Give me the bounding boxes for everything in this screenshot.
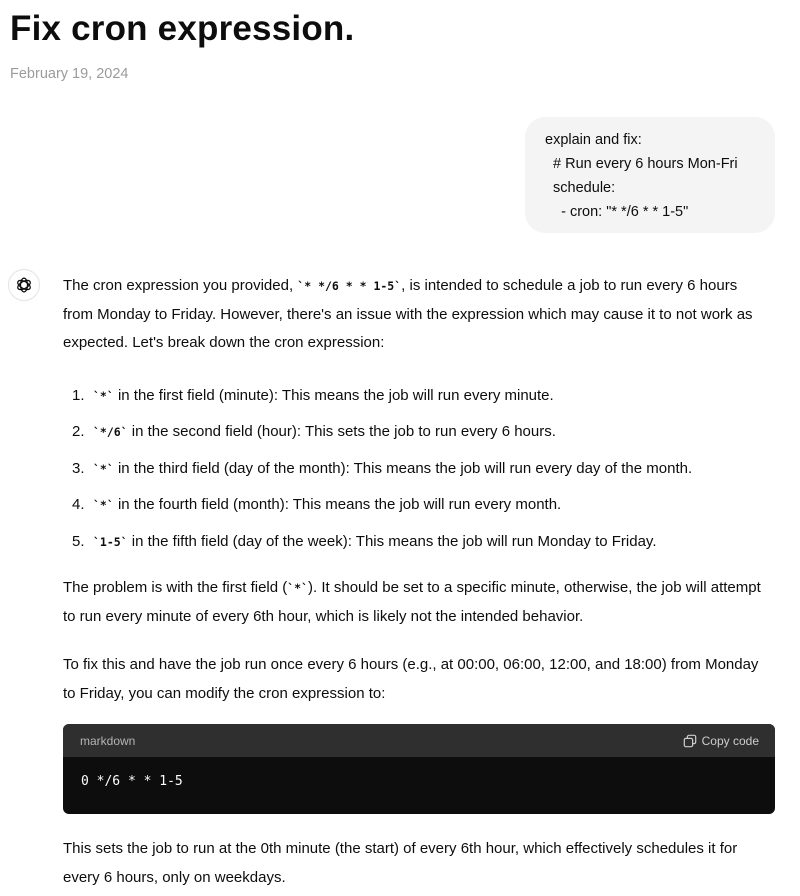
copy-code-label: Copy code xyxy=(701,733,759,748)
openai-logo-icon xyxy=(14,275,34,295)
user-message-bubble: explain and fix: # Run every 6 hours Mon-Fri schedule: - cron: "* */6 * * 1-5" xyxy=(525,117,775,233)
copy-icon xyxy=(683,734,697,748)
list-item: 1. `*` in the first field (minute): This means the job will run every minute. xyxy=(72,386,554,404)
code-block xyxy=(63,724,775,814)
list-item: 3. `*` in the third field (day of the month): This means the job will run every day of the month. xyxy=(72,459,693,477)
intro-paragraph: The cron expression you provided, `* */6 * * 1-5`, is intended to schedule a job to run every 6 hours from Monday to Friday. However, there's an issue with the expression which may cause it to not work as expected. Let's break down the cron expression: xyxy=(63,277,753,351)
inline-code: `*` xyxy=(93,461,114,476)
inline-code: `*` xyxy=(287,581,309,596)
conversation-date: February 19, 2024 xyxy=(10,66,129,82)
inline-code: `1-5` xyxy=(93,534,128,549)
list-item: 2. `*/6` in the second field (hour): This sets the job to run every 6 hours. xyxy=(72,423,556,441)
problem-paragraph: The problem is with the first field (`*`). It should be set to a specific minute, otherwise, the job will attempt to run every minute of every 6th hour, which is likely not the intended behavior. xyxy=(63,579,761,625)
inline-code: `*` xyxy=(93,498,114,513)
code-content: 0 */6 * * 1-5 xyxy=(81,774,183,789)
assistant-avatar xyxy=(8,269,40,301)
cron-field-list xyxy=(63,378,768,561)
inline-code: `* */6 * * 1-5` xyxy=(297,279,402,293)
inline-code: `*/6` xyxy=(93,425,128,440)
closing-paragraph: This sets the job to run at the 0th minute (the start) of every 6th hour, which effectively schedules it for every 6 hours, only on weekdays. xyxy=(63,840,738,886)
list-item: 4. `*` in the fourth field (month): This means the job will run every month. xyxy=(72,496,562,514)
code-block-header xyxy=(63,724,775,757)
assistant-message xyxy=(63,272,768,708)
page-title: Fix cron expression. xyxy=(10,9,355,48)
copy-code-button[interactable] xyxy=(683,734,759,748)
fix-paragraph: To fix this and have the job run once every 6 hours (e.g., at 00:00, 06:00, 12:00, and 18:00) from Monday to Friday, you can modify the cron expression to: xyxy=(63,656,759,702)
list-item: 5. `1-5` in the fifth field (day of the week): This means the job will run Monday to Friday. xyxy=(72,532,657,550)
code-language-label: markdown xyxy=(80,733,136,748)
inline-code: `*` xyxy=(93,388,114,403)
